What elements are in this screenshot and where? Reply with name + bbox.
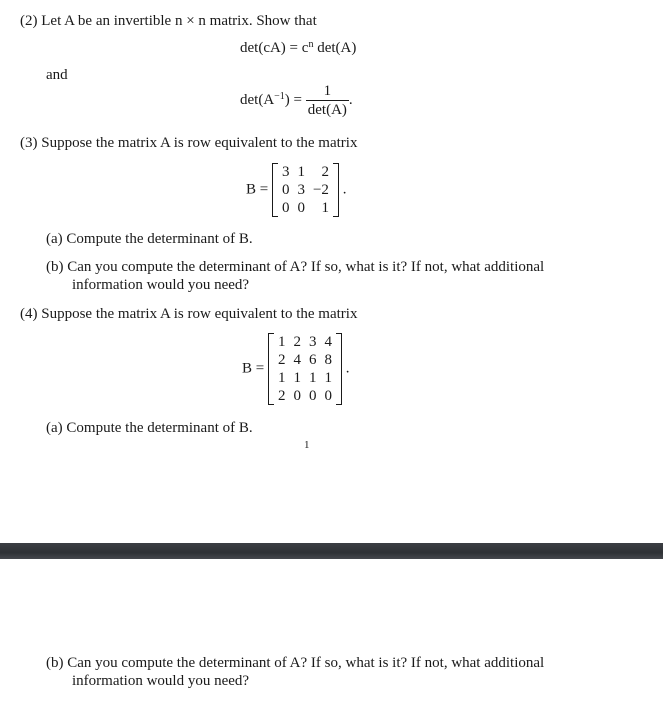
and-text: and xyxy=(46,67,68,83)
problem-4-part-b-line2: information would you need? xyxy=(72,673,250,689)
matrix-period: . xyxy=(345,360,350,377)
matrix-b-label: B = xyxy=(242,360,265,377)
problem-4-part-b-line1: (b) Can you compute the determinant of A? If so, what is it? If not, what additional xyxy=(46,655,545,671)
problem-2-intro: Let A be an invertible n × n matrix. Show that xyxy=(41,13,317,29)
problem-3-matrix-equation xyxy=(246,163,346,217)
problem-3-part-b-line1: (b) Can you compute the determinant of A? If so, what is it? If not, what additional xyxy=(46,259,545,275)
equation-det-inverse xyxy=(240,82,353,119)
matrix-period: . xyxy=(342,181,347,198)
problem-4-statement xyxy=(20,306,357,323)
matrix-entry: 2 xyxy=(277,388,286,404)
matrix-b-label: B = xyxy=(246,181,269,198)
matrix-entry: 1 xyxy=(297,164,305,180)
problem-4-number: (4) xyxy=(20,306,38,322)
matrix-entry: 2 xyxy=(321,164,329,180)
equation-det-cA xyxy=(240,40,356,57)
matrix-entry: 3 xyxy=(281,164,290,180)
fraction xyxy=(306,82,349,119)
matrix-entry: 2 xyxy=(277,352,286,368)
matrix-entry: 6 xyxy=(308,352,317,368)
matrix-entry: 3 xyxy=(297,182,305,198)
equation-inverse-lhs: det(A xyxy=(240,91,275,108)
matrix-entry: 0 xyxy=(297,200,305,216)
problem-4-part-a: (a) Compute the determinant of B. xyxy=(46,420,253,436)
page-divider xyxy=(0,543,663,559)
matrix-entry: −2 xyxy=(312,182,329,198)
matrix-entry: 1 xyxy=(324,370,332,386)
equation-det-cA-rhs: det(A) xyxy=(313,40,357,56)
problem-3-statement xyxy=(20,135,357,152)
matrix-entry: 1 xyxy=(293,370,301,386)
matrix-entry: 0 xyxy=(281,182,290,198)
problem-2-statement xyxy=(20,13,317,30)
problem-4-intro: Suppose the matrix A is row equivalent to the matrix xyxy=(41,306,358,322)
problem-2-number: (2) xyxy=(20,13,38,29)
problem-3-part-a: (a) Compute the determinant of B. xyxy=(46,231,253,247)
matrix-entry: 3 xyxy=(308,334,317,350)
matrix-entry: 4 xyxy=(293,352,301,368)
problem-3-intro: Suppose the matrix A is row equivalent to the matrix xyxy=(41,135,358,151)
matrix-entry: 8 xyxy=(324,352,332,368)
matrix-entry: 2 xyxy=(293,334,301,350)
equation-det-cA-exponent: n xyxy=(308,39,314,50)
matrix-entry: 1 xyxy=(321,200,329,216)
matrix-b-3x3 xyxy=(272,163,339,217)
matrix-entry: 1 xyxy=(308,370,317,386)
equation-inverse-exponent: −1 xyxy=(274,90,285,102)
fraction-numerator: 1 xyxy=(306,82,349,101)
equation-det-cA-lhs: det(cA) = c xyxy=(240,40,309,56)
matrix-entry: 0 xyxy=(324,388,332,404)
equation-inverse-equals: ) = xyxy=(284,91,303,108)
page-number: 1 xyxy=(304,439,310,451)
matrix-entry: 0 xyxy=(281,200,290,216)
equation-period: . xyxy=(348,91,353,108)
matrix-entry: 0 xyxy=(293,388,301,404)
matrix-b-4x4 xyxy=(268,333,342,405)
fraction-denominator: det(A) xyxy=(307,102,347,118)
problem-3-number: (3) xyxy=(20,135,38,151)
matrix-entry: 1 xyxy=(277,370,286,386)
matrix-entry: 4 xyxy=(324,334,332,350)
problem-3-part-b-line2: information would you need? xyxy=(72,277,250,293)
matrix-entry: 1 xyxy=(277,334,286,350)
problem-4-matrix-equation xyxy=(242,333,349,405)
matrix-entry: 0 xyxy=(308,388,317,404)
